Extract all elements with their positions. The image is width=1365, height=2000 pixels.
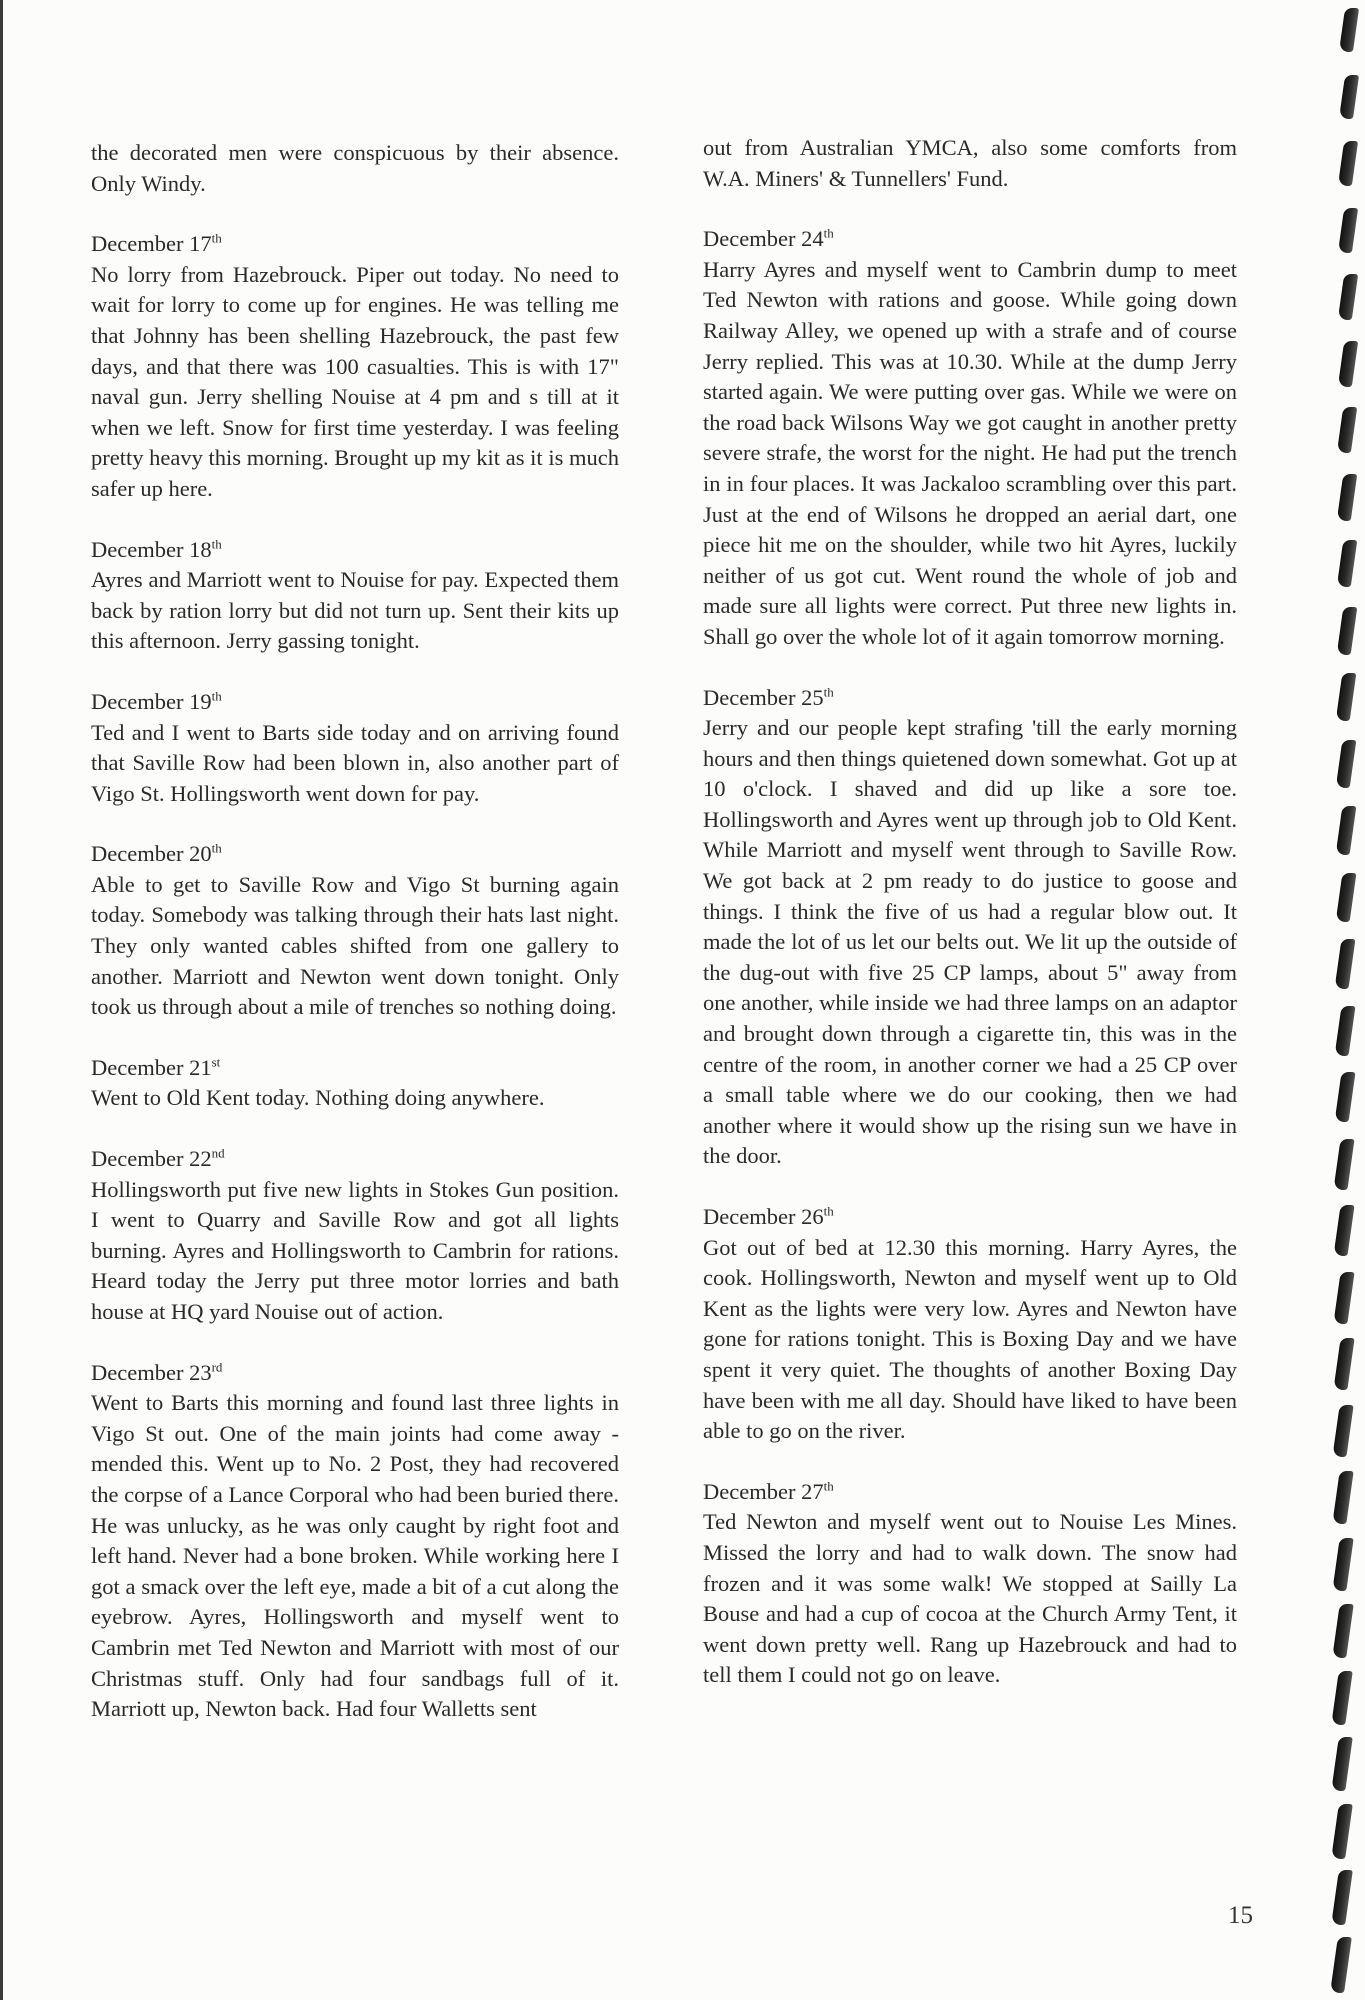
binding-ring-icon — [1339, 8, 1359, 52]
binding-ring-icon — [1337, 474, 1358, 521]
binding-ring-icon — [1335, 939, 1356, 989]
page-edge — [0, 0, 3, 2000]
entry-text: Ayres and Marriott went to Nouise for pay. Expected them back by ration lorry but did not turn up. Sent their kits up this afternoon. Jerry gassing tonight. — [91, 567, 619, 654]
binding-ring-icon — [1333, 1272, 1354, 1324]
entry-date: December 17th — [91, 230, 222, 257]
left-column — [91, 138, 619, 1755]
entry-date: December 27th — [703, 1478, 834, 1504]
diary-entry — [703, 683, 1237, 1173]
diary-entry — [91, 687, 619, 809]
binding-ring-icon — [1335, 873, 1356, 922]
diary-entry — [703, 1477, 1237, 1691]
entry-text: No lorry from Hazebrouck. Piper out today. No need to wait for lorry to come up for engines. He was telling me that Johnny has been shelling Hazebrouck, the past few days, and that there was 100 casualties. This is with 17" naval gun. Jerry shelling Nouise at 4 pm and s till at it when we left. Snow for first time yesterday. I was feeling pretty heavy this morning. Brought up my kit as it is much safer up here. — [91, 261, 619, 501]
entry-text: Harry Ayres and myself went to Cambrin dump to meet Ted Newton with rations and goose. While going down Railway Alley, we opened up with a strafe and of course Jerry replied. This was at 10.30. While at the dump Jerry started again. We were putting over gas. While we were on the road back Wilsons Way we got caught in another pretty severe strafe, the worst for the night. He had put the trench in in four places. It was Jackaloo scrambling over this part. Just at the end of Wilsons he dropped an aerial dart, one piece hit me on the shoulder, while two hit Ayres, luckily neither of us got cut. Went round the whole of job and made sure all lights were correct. Put three new lights in. Shall go over the whole lot of it again tomorrow morning. — [703, 256, 1237, 649]
binding-ring-icon — [1336, 607, 1357, 655]
entry-text: Ted and I went to Barts side today and on arriving found that Saville Row had been blown in, also another part of Vigo St. Hollingsworth went down for pay. — [91, 719, 619, 806]
entry-text: Went to Old Kent today. Nothing doing anywhere. — [91, 1085, 545, 1111]
binding-ring-icon — [1338, 274, 1358, 320]
entry-date: December 26th — [703, 1203, 834, 1229]
entry-text: the decorated men were conspicuous by their absence. Only Windy. — [91, 140, 619, 196]
binding-ring-icon — [1339, 75, 1359, 119]
binding-ring-icon — [1334, 1205, 1355, 1256]
diary-entry — [91, 1358, 619, 1725]
entry-text: Got out of bed at 12.30 this morning. Harry Ayres, the cook. Hollingsworth, Newton and myself went up to Old Kent as the lights were very low. Ayres and Newton have gone for rations tonight. This is Boxing Day and we have spent it very quiet. The thoughts of another Boxing Day have been with me all day. Should have liked to have been able to go on the river. — [703, 1234, 1237, 1444]
diary-entry — [91, 1144, 619, 1328]
binding-ring-icon — [1333, 1405, 1354, 1457]
binding-ring-icon — [1330, 1937, 1352, 1993]
binding-ring-icon — [1331, 1737, 1353, 1791]
diary-entry — [91, 229, 619, 504]
diary-entry — [703, 1202, 1237, 1447]
binding-ring-icon — [1335, 806, 1356, 855]
continued-text — [91, 138, 619, 199]
entry-text: Able to get to Saville Row and Vigo St burning again today. Somebody was talking through their hats last night. They only wanted cables shifted from one gallery to another. Marriott and Newton went down tonight. Only took us through about a mile of trenches so nothing doing. — [91, 871, 619, 1020]
binding-ring-icon — [1332, 1538, 1353, 1591]
right-column — [703, 133, 1237, 1721]
entry-date: December 18th — [91, 536, 222, 562]
binding-ring-icon — [1334, 1139, 1355, 1190]
binding-ring-icon — [1334, 1006, 1355, 1056]
binding-ring-icon — [1338, 141, 1358, 186]
binding-ring-icon — [1333, 1338, 1354, 1390]
binding-ring-icon — [1331, 1870, 1353, 1925]
binding-ring-icon — [1331, 1804, 1353, 1859]
diary-entry — [91, 535, 619, 657]
diary-entry — [703, 224, 1237, 652]
entry-date: December 20th — [91, 840, 222, 867]
binding-ring-icon — [1332, 1671, 1354, 1725]
entry-text: Went to Barts this morning and found last three lights in Vigo St out. One of the main joints had come away - mended this. Went up to No. 2 Post, they had recovered the corpse of a Lance Corporal who had been buried there. He was unlucky, as he was only caught by right foot and left hand. Never had a bone broken. While working here I got a smack over the left eye, made a bit of a cut along the eyebrow. Ayres, Hollingsworth and myself went to Cambrin met Ted Newton and Marriott with most of our Christmas stuff. Only had four sandbags full of it. Marriott up, Newton back. Had four Walletts sent — [91, 1390, 619, 1722]
entry-date: December 24th — [703, 225, 834, 252]
binding-ring-icon — [1332, 1604, 1354, 1658]
diary-entry — [91, 1053, 619, 1114]
spiral-binding-icon — [1328, 0, 1365, 2000]
entry-text: Hollingsworth put five new lights in Stokes Gun position. I went to Quarry and Saville Row and got all lights burning. Ayres and Hollingsworth to Cambrin for rations. Heard today the Jerry put three motor lorries and bath house at HQ yard Nouise out of action. — [91, 1176, 619, 1324]
binding-ring-icon — [1336, 740, 1357, 788]
entry-text: Ted Newton and myself went out to Nouise Les Mines. Missed the lorry and had to walk down. The snow had frozen and it was some walk! We stopped at Sailly La Bouse and had a cup of cocoa at the Church Army Tent, it went down pretty well. Rang up Hazebrouck and had to tell them I could not go on leave. — [703, 1509, 1237, 1688]
binding-ring-icon — [1332, 1471, 1353, 1524]
diary-entry — [91, 839, 619, 1023]
entry-date: December 21st — [91, 1054, 221, 1080]
entry-date: December 25th — [703, 684, 834, 710]
entry-date: December 19th — [91, 688, 222, 714]
binding-ring-icon — [1337, 407, 1358, 453]
continued-text — [703, 133, 1237, 194]
binding-ring-icon — [1334, 1072, 1355, 1122]
entry-text: Jerry and our people kept strafing 'till the early morning hours and then things quietened down somewhat. Got up at 10 o'clock. I shaved and did up like a sore toe. Hollingsworth and Ayres went up through job to Old Kent. While Marriott and myself went through to Saville Row. We got back at 2 pm ready to do justice to goose and things. I think the five of us had a regular blow out. It made the lot of us let our belts out. We lit up the outside of the dug-out with five 25 CP lamps, about 5" away from one another, while inside we had three lamps on an adaptor and brought down through a cigarette tin, this was in the centre of the room, in another corner we had a 25 CP over a small table where we do our cooking, then we had another where it would show up the rising sun we have in the door. — [703, 715, 1237, 1169]
entry-text: out from Australian YMCA, also some comforts from W.A. Miners' & Tunnellers' Fund. — [703, 135, 1237, 191]
entry-date: December 23rd — [91, 1359, 223, 1385]
binding-ring-icon — [1336, 673, 1357, 721]
binding-ring-icon — [1337, 341, 1357, 387]
binding-ring-icon — [1338, 208, 1358, 253]
entry-date: December 22nd — [91, 1145, 225, 1172]
page-number: 15 — [1228, 1902, 1253, 1929]
binding-ring-icon — [1337, 540, 1358, 587]
